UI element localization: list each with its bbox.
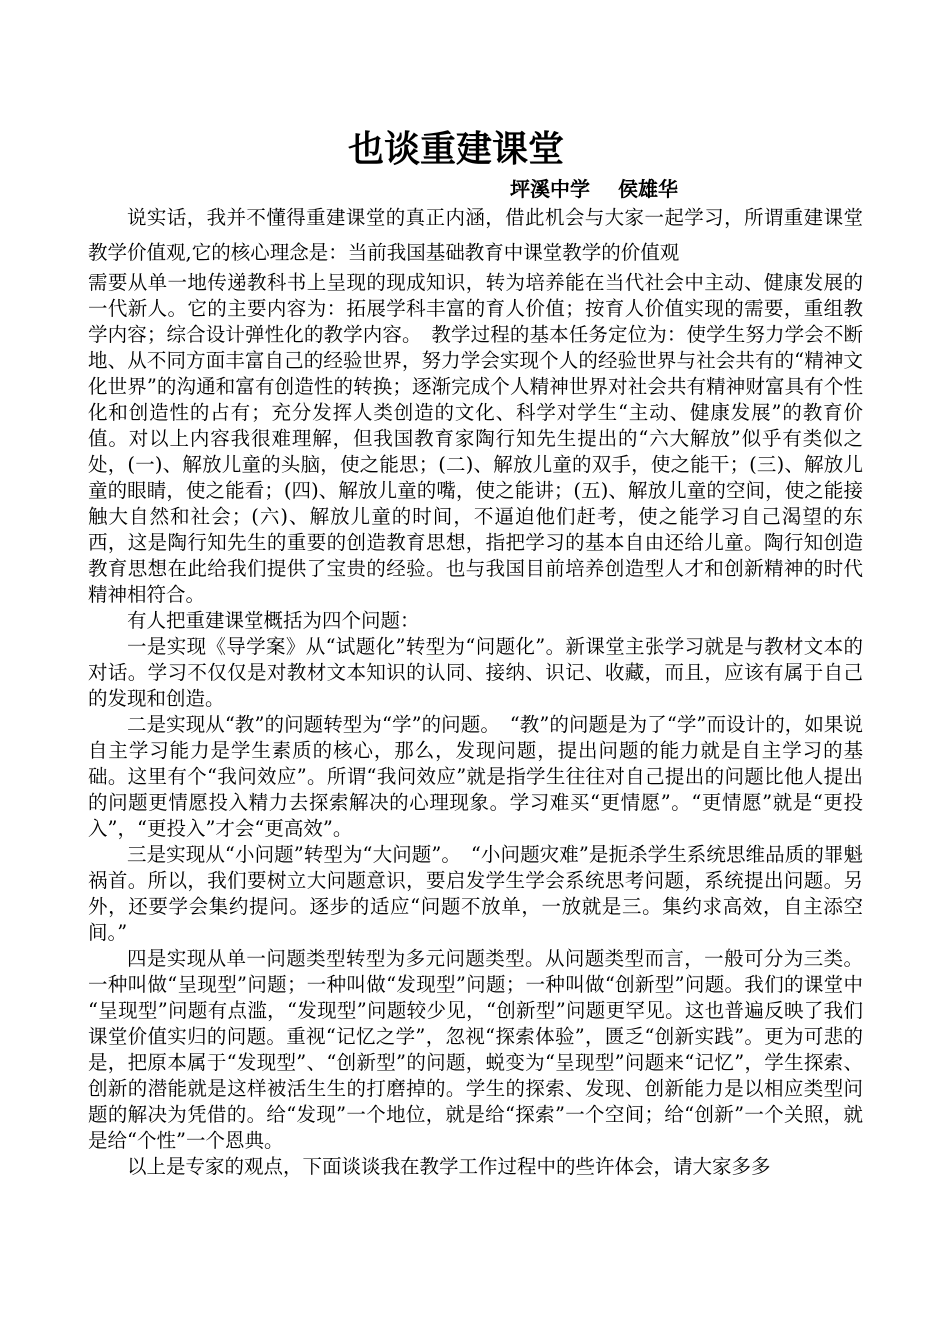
intro-paragraph: 说实话，我并不懂得重建课堂的真正内涵，借此机会与大家一起学习，所谓重建课堂教学价值观,它的核心理念是：当前我国基础教育中课堂教学的价值观 [88, 206, 863, 264]
paragraph: 二是实现从“教”的问题转型为“学”的问题。 “教”的问题是为了“学”而设计的，如果说自主学习能力是学生素质的核心，那么，发现问题，提出问题的能力就是自主学习的基础。这里有个“我问效应”。所谓“我问效应”就是指学生往往对自己提出的问题比他人提出的问题更情愿投入精力去探索解决的心理现象。学习难买“更情愿”。“更情愿”就是“更投入”，“更投入”才会“更高效”。 [88, 713, 863, 840]
paragraph: 一是实现《导学案》从“试题化”转型为“问题化”。新课堂主张学习就是与教材文本的对话。学习不仅仅是对教材文本知识的认同、接纳、识记、收藏，而且，应该有属于自己的发现和创造。 [88, 635, 863, 710]
paragraph: 三是实现从“小问题”转型为“大问题”。 “小问题灾难”是扼杀学生系统思维品质的罪魁祸首。所以，我们要树立大问题意识，要启发学生学会系统思考问题，系统提出问题。另外，还要学会集约提问。逐步的适应“问题不放单，一放就是三。集约求高效，自主添空间。” [88, 843, 863, 944]
article-body [88, 200, 863, 1180]
document-title: 也谈重建课堂 [347, 129, 564, 170]
paragraph: 有人把重建课堂概括为四个问题： [127, 609, 420, 632]
paragraph: 四是实现从单一问题类型转型为多元问题类型。从问题类型而言，一般可分为三类。一种叫做“呈现型”问题；一种叫做“发现型”问题；一种叫做“创新型”问题。我们的课堂中 “呈现型”问题有点滥，“发现型”问题较少见，“创新型”问题更罕见。这也普遍反映了我们课堂价值实归的问题。重视“记忆之学”，忽视“探索体验”，匮乏“创新实践”。更为可悲的是，把原本属于“发现型”、“创新型”的问题，蜕变为“呈现型”问题来“记忆”，学生探索、创新的潜能就是这样被活生生的打磨掉的。学生的探索、发现、创新能力是以相应类型问题的解决为凭借的。给“发现”一个地位，就是给“探索”一个空间；给“创新”一个关照，就是给“个性”一个恩典。 [88, 947, 863, 1152]
author-name: 侯雄华 [618, 177, 678, 201]
school-name: 坪溪中学 [510, 177, 590, 201]
paragraph: 以上是专家的观点，下面谈谈我在教学工作过程中的些许体会，请大家多多 [127, 1155, 771, 1178]
paragraph: 需要从单一地传递教科书上呈现的现成知识，转为培养能在当代社会中主动、健康发展的一代新人。它的主要内容为：拓展学科丰富的育人价值；按育人价值实现的需要，重组教学内容；综合设计弹性化的教学内容。 教学过程的基本任务定位为：使学生努力学会不断地、从不同方面丰富自己的经验世界，努力学会实现个人的经验世界与社会共有的“精神文化世界”的沟通和富有创造性的转换；逐渐完成个人精神世界对社会共有精神财富具有个性化和创造性的占有；充分发挥人类创造的文化、科学对学生“主动、健康发展”的教育价值。对以上内容我很难理解，但我国教育家陶行知先生提出的“六大解放”似乎有类似之处，(一)、解放儿童的头脑，使之能思；(二)、解放儿童的双手，使之能干；(三)、解放儿童的眼睛，使之能看；(四)、解放儿童的嘴，使之能讲；(五)、解放儿童的空间，使之能接触大自然和社会；(六)、解放儿童的时间，不逼迫他们赶考，使之能学习自己渴望的东西，这是陶行知先生的重要的创造教育思想，指把学习的基本自由还给儿童。陶行知创造教育思想在此给我们提供了宝贵的经验。也与我国目前培养创造型人才和创新精神的时代精神相符合。 [88, 271, 863, 606]
byline [510, 176, 678, 202]
